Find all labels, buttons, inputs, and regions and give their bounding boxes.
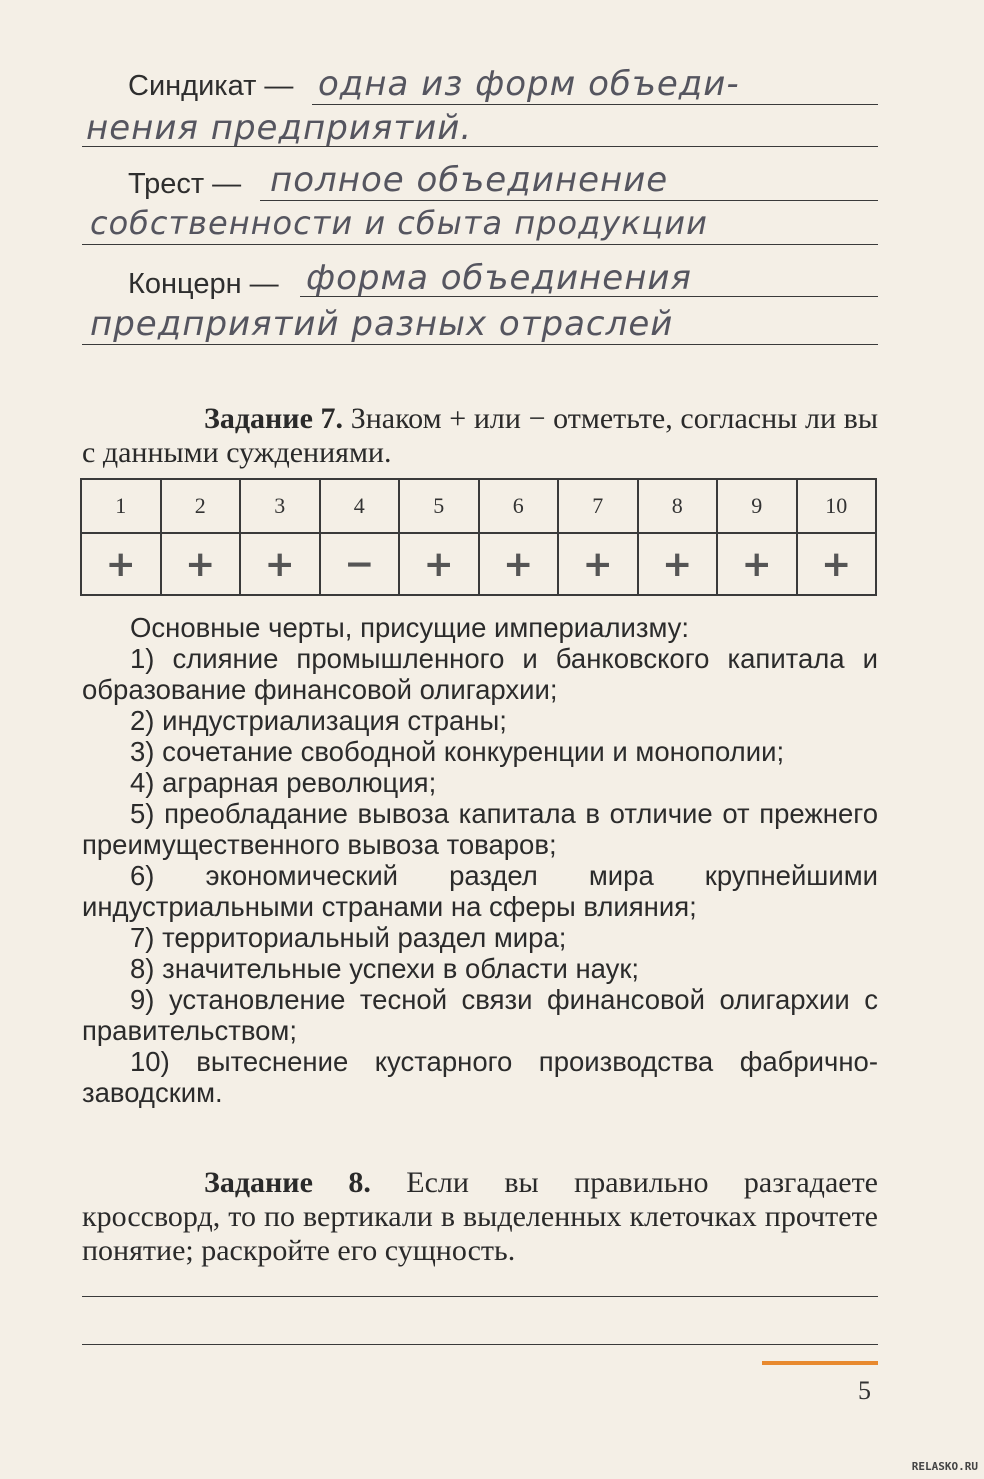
answer-mark: + <box>81 533 161 595</box>
answer-line <box>82 1296 878 1297</box>
imperialism-list <box>82 612 878 1108</box>
handwritten-answer: одна из форм объеди- <box>318 64 740 104</box>
answer-table-header: 7 <box>558 479 638 533</box>
list-item: 4) аграрная революция; <box>130 767 437 798</box>
answer-table-header: 6 <box>479 479 559 533</box>
answer-line <box>82 1344 878 1345</box>
list-item: 3) сочетание свободной конкуренции и монополии; <box>130 736 785 767</box>
answer-mark: + <box>399 533 479 595</box>
site-watermark: RELASKO.RU <box>911 1460 978 1473</box>
answer-mark: + <box>717 533 797 595</box>
answer-table <box>80 478 877 596</box>
handwritten-answer: нения предприятий. <box>86 108 473 148</box>
list-item: 2) индустриализация страны; <box>130 705 507 736</box>
task8-text: Если вы правильно разгадаете кроссворд, то по вертикали в выделенных клеточках прочтете понятие; раскройте его сущность. <box>82 1166 878 1267</box>
answer-line <box>312 104 878 105</box>
answer-mark: + <box>479 533 559 595</box>
list-intro: Основные черты, присущие империализму: <box>130 612 690 643</box>
answer-line <box>82 244 878 245</box>
answer-table-header: 1 <box>81 479 161 533</box>
answer-table-header: 3 <box>240 479 320 533</box>
answer-table-marks-row <box>81 533 876 595</box>
answer-mark: + <box>558 533 638 595</box>
answer-line <box>82 344 878 345</box>
answer-line <box>260 200 878 201</box>
list-item: 9) установление тесной связи финансовой олигархии с правительством; <box>82 984 878 1046</box>
task8-prompt <box>82 1166 878 1268</box>
answer-table-header-row <box>81 479 876 533</box>
list-item: 10) вытеснение кустарного производства фабрично-заводским. <box>82 1046 878 1108</box>
answer-table-header: 9 <box>717 479 797 533</box>
answer-table-header: 8 <box>638 479 718 533</box>
term-concern: Концерн — <box>128 268 279 300</box>
task7-prompt <box>82 402 878 470</box>
list-item: 1) слияние промышленного и банковского капитала и образование финансовой олигархии; <box>82 643 878 705</box>
handwritten-answer: собственности и сбыта продукции <box>90 204 708 242</box>
task7-label: Задание 7. <box>204 402 344 435</box>
list-item: 6) экономический раздел мира крупнейшими индустриальными странами на сферы влияния; <box>82 860 878 922</box>
handwritten-answer: форма объединения <box>306 258 692 298</box>
answer-mark: − <box>320 533 400 595</box>
list-item: 8) значительные успехи в области наук; <box>130 953 640 984</box>
answer-mark: + <box>638 533 718 595</box>
page-accent-bar <box>762 1361 878 1365</box>
answer-mark: + <box>797 533 877 595</box>
term-trust: Трест — <box>128 168 242 200</box>
answer-table-header: 2 <box>161 479 241 533</box>
answer-table-header: 4 <box>320 479 400 533</box>
page-number: 5 <box>858 1376 871 1405</box>
answer-table-header: 10 <box>797 479 877 533</box>
list-item: 5) преобладание вывоза капитала в отличие от прежнего преимущественного вывоза товаров; <box>82 798 878 860</box>
task7-text: Знаком + или − отметьте, согласны ли вы с данными суждениями. <box>82 402 878 469</box>
list-item: 7) территориальный раздел мира; <box>130 922 567 953</box>
answer-mark: + <box>161 533 241 595</box>
term-syndicate: Синдикат — <box>128 70 294 102</box>
handwritten-answer: предприятий разных отраслей <box>90 304 674 344</box>
answer-mark: + <box>240 533 320 595</box>
handwritten-answer: полное объединение <box>270 160 669 200</box>
task8-label: Задание 8. <box>204 1166 371 1199</box>
answer-table-header: 5 <box>399 479 479 533</box>
